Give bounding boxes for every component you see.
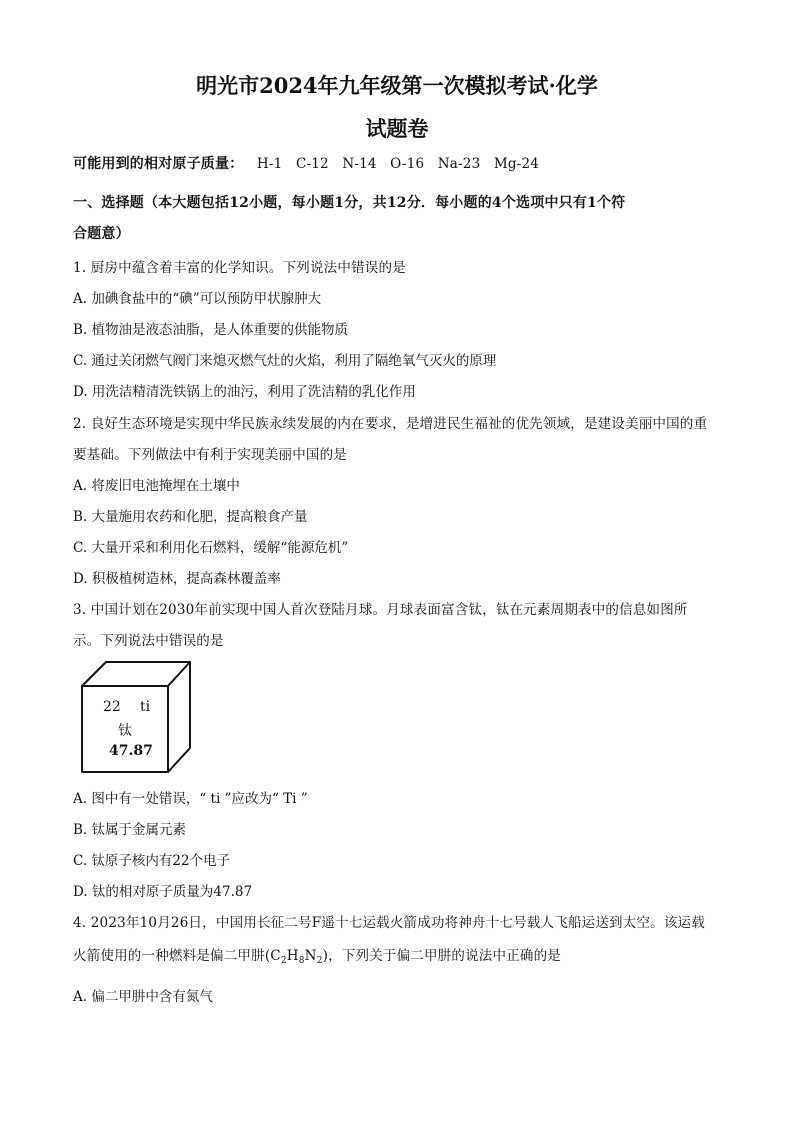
q1-option-b: B. 植物油是液态油脂，是人体重要的供能物质 bbox=[73, 322, 349, 338]
q3-stem-line2: 示。下列说法中错误的是 bbox=[73, 633, 224, 649]
atomic-masses-label: 可能用到的相对原子质量： bbox=[73, 156, 244, 172]
q3-option-c: C. 钛原子核内有22个电子 bbox=[73, 853, 231, 869]
q4-stem-line2 bbox=[73, 944, 561, 966]
q2-stem-line1: 2. 良好生态环境是实现中华民族永续发展的内在要求，是增进民生福祉的优先领域，是建设美丽中国的重 bbox=[73, 416, 708, 432]
q1-stem: 1. 厨房中蕴含着丰富的化学知识。下列说法中错误的是 bbox=[73, 260, 406, 276]
mass-o: O-16 bbox=[390, 156, 425, 172]
q4-stem-line1: 4. 2023年10月26日，中国用长征二号F遥十七运载火箭成功将神舟十七号载人飞船运送到太空。该运载 bbox=[73, 915, 705, 931]
element-cube-figure bbox=[80, 660, 192, 774]
element-name: 钛 bbox=[118, 723, 132, 739]
q1-option-c: C. 通过关闭燃气阀门来熄灭燃气灶的火焰，利用了隔绝氧气灭火的原理 bbox=[73, 353, 497, 369]
q3-stem-line1: 3. 中国计划在2030年前实现中国人首次登陆月球。月球表面富含钛，钛在元素周期表中的信息如图所 bbox=[73, 602, 688, 618]
atomic-masses bbox=[73, 153, 548, 173]
q4-option-a: A. 偏二甲肼中含有氮气 bbox=[73, 989, 213, 1005]
formula-c: C bbox=[270, 948, 281, 964]
q2-option-c: C. 大量开采和利用化石燃料，缓解“能源危机” bbox=[73, 540, 349, 556]
formula bbox=[270, 948, 322, 964]
q4-stem-pre: 火箭使用的一种燃料是偏二甲肼 bbox=[73, 948, 265, 964]
mass-h: H-1 bbox=[256, 156, 283, 172]
q1-option-a: A. 加碘食盐中的“碘”可以预防甲状腺肿大 bbox=[73, 291, 322, 307]
q3-option-a: A. 图中有一处错误，“ ti ”应改为“ Ti ” bbox=[73, 791, 308, 807]
q2-option-a: A. 将废旧电池掩埋在土壤中 bbox=[73, 478, 240, 494]
q2-option-b: B. 大量施用农药和化肥，提高粮食产量 bbox=[73, 509, 308, 525]
q4-stem-post: ，下列关于偏二甲肼的说法中正确的是 bbox=[328, 948, 561, 964]
formula-h-sub: 8 bbox=[298, 956, 305, 966]
element-atomic-number: 22 bbox=[103, 699, 121, 715]
mass-na: Na-23 bbox=[437, 156, 481, 172]
q3-option-b: B. 钛属于金属元素 bbox=[73, 822, 187, 838]
q3-option-d: D. 钛的相对原子质量为47.87 bbox=[73, 884, 253, 900]
formula-c-sub: 2 bbox=[280, 956, 287, 966]
element-symbol: ti bbox=[140, 699, 151, 715]
formula-paren-open: ( bbox=[264, 948, 271, 964]
formula-h: H bbox=[286, 948, 299, 964]
mass-n: N-14 bbox=[342, 156, 377, 172]
mass-c: C-12 bbox=[295, 156, 329, 172]
section-heading-line2: 合题意） bbox=[73, 226, 130, 242]
section-heading-line1: 一、选择题（本大题包括12小题，每小题1分，共12分．每小题的4个选项中只有1个符 bbox=[73, 195, 626, 211]
page-subtitle: 试题卷 bbox=[365, 116, 429, 141]
page-title: 明光市2024年九年级第一次模拟考试·化学 bbox=[196, 73, 598, 98]
q1-option-d: D. 用洗洁精清洗铁锅上的油污，利用了洗洁精的乳化作用 bbox=[73, 384, 416, 400]
mass-mg: Mg-24 bbox=[493, 156, 540, 172]
q2-option-d: D. 积极植树造林，提高森林覆盖率 bbox=[73, 571, 281, 587]
formula-n-sub: 2 bbox=[316, 956, 323, 966]
q2-stem-line2: 要基础。下列做法中有利于实现美丽中国的是 bbox=[73, 447, 347, 463]
formula-paren-close: ) bbox=[322, 948, 329, 964]
formula-n: N bbox=[304, 948, 317, 964]
element-mass: 47.87 bbox=[109, 743, 153, 759]
